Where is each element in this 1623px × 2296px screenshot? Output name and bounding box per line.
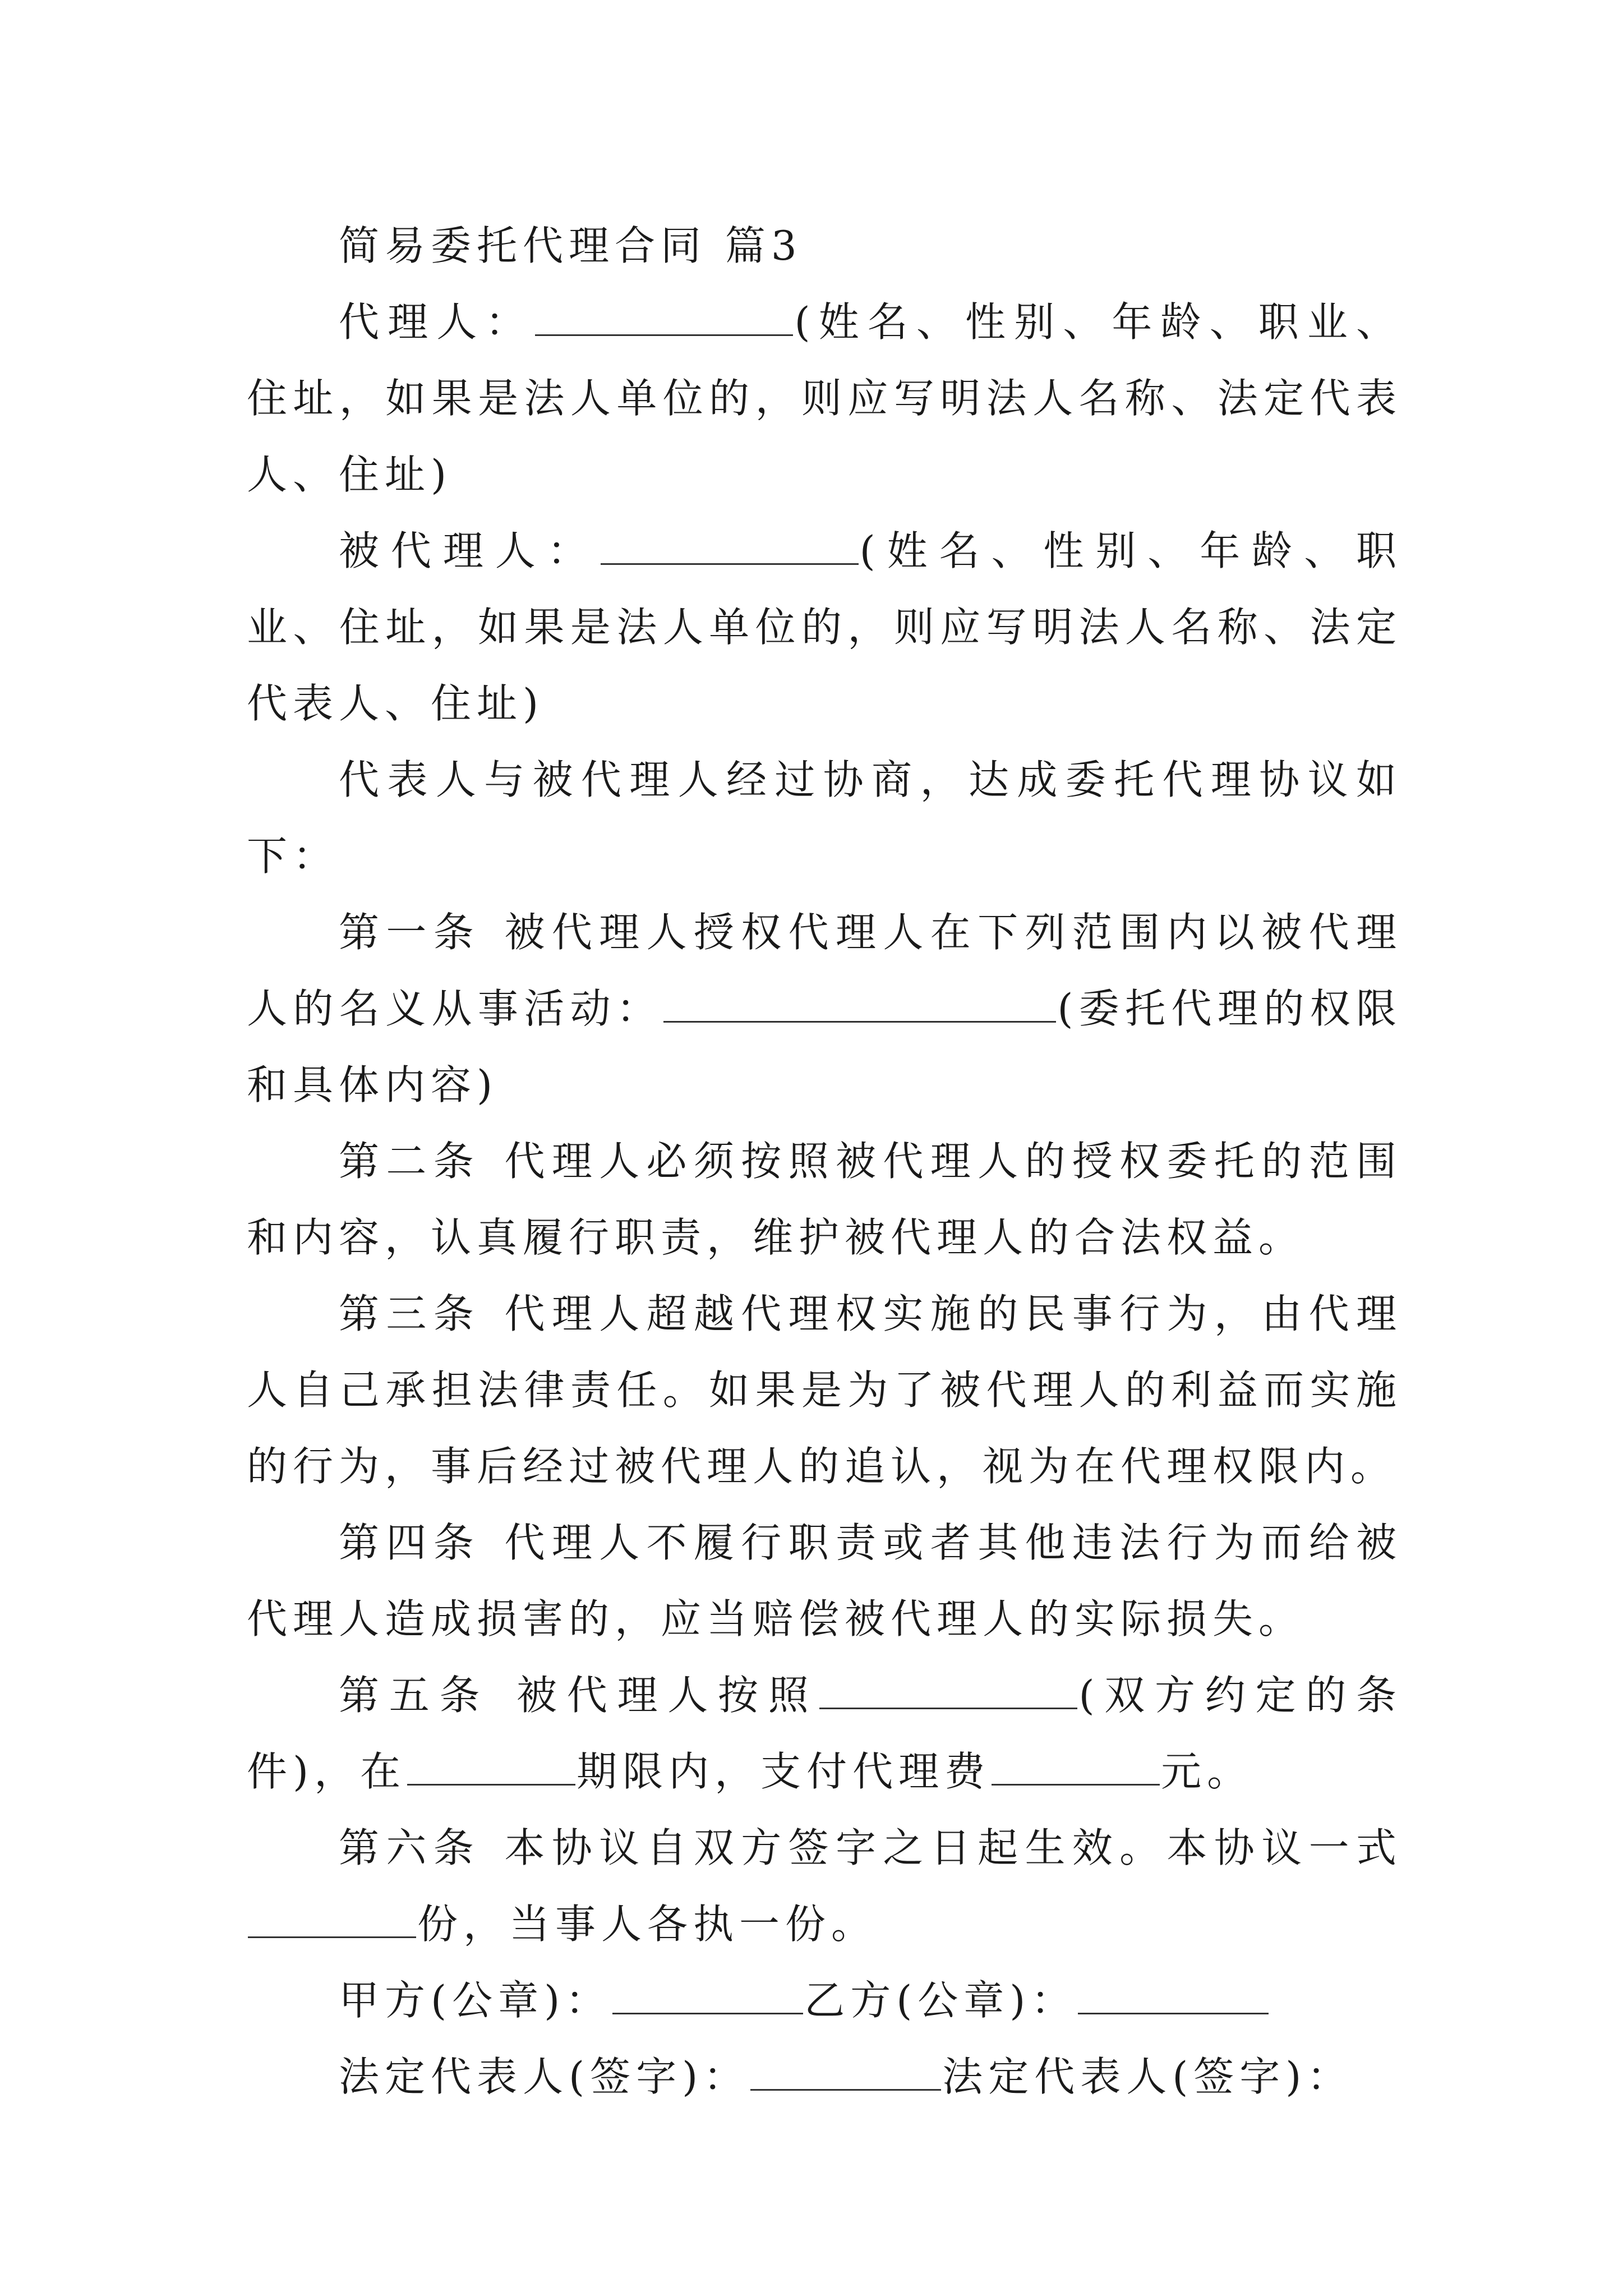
article-1-text-after: (委托代理的权限和具体内容) bbox=[247, 985, 1402, 1108]
legal-rep-a-label: 法定代表人(签字)： bbox=[339, 2053, 750, 2100]
article-5-part-4: 元。 bbox=[1161, 1748, 1253, 1795]
article-5-period-blank bbox=[407, 1750, 575, 1786]
party-b-seal-blank bbox=[1078, 1979, 1269, 2014]
article-5-part-2: (双方约定的条件)，在 bbox=[247, 1672, 1402, 1795]
party-a-seal-blank bbox=[612, 1979, 803, 2014]
article-3-head: 第三条 bbox=[339, 1290, 481, 1337]
article-1-head: 第一条 bbox=[339, 909, 481, 956]
article-1-text-before: 被代理人授权代理人在下列范围内以被代理人的名义从事活动： bbox=[247, 909, 1402, 1032]
article-5-condition-blank bbox=[819, 1674, 1077, 1709]
article-4 bbox=[247, 1504, 1402, 1657]
article-4-text: 代理人不履行职责或者其他违法行为而给被代理人造成损害的，应当赔偿被代理人的实际损失。 bbox=[247, 1519, 1402, 1642]
article-5-part-3: 期限内，支付代理费 bbox=[577, 1748, 991, 1795]
agent-label: 代理人： bbox=[339, 298, 534, 346]
legal-rep-b-label: 法定代表人(签字)： bbox=[942, 2053, 1353, 2100]
article-2-head: 第二条 bbox=[339, 1138, 481, 1185]
article-5 bbox=[247, 1657, 1402, 1810]
article-2-text: 代理人必须按照被代理人的授权委托的范围和内容，认真履行职责，维护被代理人的合法权益。 bbox=[247, 1138, 1402, 1261]
article-6 bbox=[247, 1810, 1402, 1962]
seal-line bbox=[247, 1962, 1402, 2039]
principal-label: 被代理人： bbox=[339, 527, 600, 574]
agent-blank-field bbox=[535, 301, 793, 336]
document-title: 简易委托代理合同 篇3 bbox=[339, 222, 803, 269]
article-3 bbox=[247, 1276, 1402, 1504]
article-2 bbox=[247, 1123, 1402, 1276]
document-body bbox=[247, 208, 1402, 2115]
legal-rep-a-blank bbox=[750, 2055, 941, 2091]
article-6-part-2: 份，当事人各执一份。 bbox=[417, 1901, 878, 1948]
article-5-part-1: 被代理人按照 bbox=[512, 1672, 819, 1719]
agent-paragraph bbox=[247, 284, 1402, 513]
principal-paragraph bbox=[247, 513, 1402, 742]
article-1 bbox=[247, 894, 1402, 1123]
agent-note: (姓名、性别、年龄、职业、住址，如果是法人单位的，则应写明法人名称、法定代表人、住址) bbox=[247, 298, 1402, 498]
article-1-blank-field bbox=[663, 987, 1056, 1023]
article-5-head: 第五条 bbox=[339, 1672, 490, 1719]
article-6-part-1: 本协议自双方签字之日起生效。本协议一式 bbox=[503, 1824, 1402, 1871]
principal-note: (姓名、性别、年龄、职业、住址，如果是法人单位的，则应写明法人名称、法定代表人、住址) bbox=[247, 527, 1402, 727]
article-5-fee-blank bbox=[992, 1750, 1160, 1786]
article-4-head: 第四条 bbox=[339, 1519, 481, 1566]
article-6-copies-blank bbox=[248, 1903, 416, 1938]
legal-rep-line bbox=[247, 2039, 1402, 2115]
party-b-seal-label: 乙方(公章)： bbox=[804, 1977, 1077, 2024]
article-6-head: 第六条 bbox=[339, 1824, 481, 1871]
party-a-seal-label: 甲方(公章)： bbox=[339, 1977, 612, 2024]
intro-paragraph: 代表人与被代理人经过协商，达成委托代理协议如下： bbox=[247, 756, 1402, 880]
article-3-text: 代理人超越代理权实施的民事行为，由代理人自己承担法律责任。如果是为了被代理人的利益而实施的行为，事后经过被代理人的追认，视为在代理权限内。 bbox=[247, 1290, 1402, 1490]
principal-blank-field bbox=[601, 530, 859, 565]
